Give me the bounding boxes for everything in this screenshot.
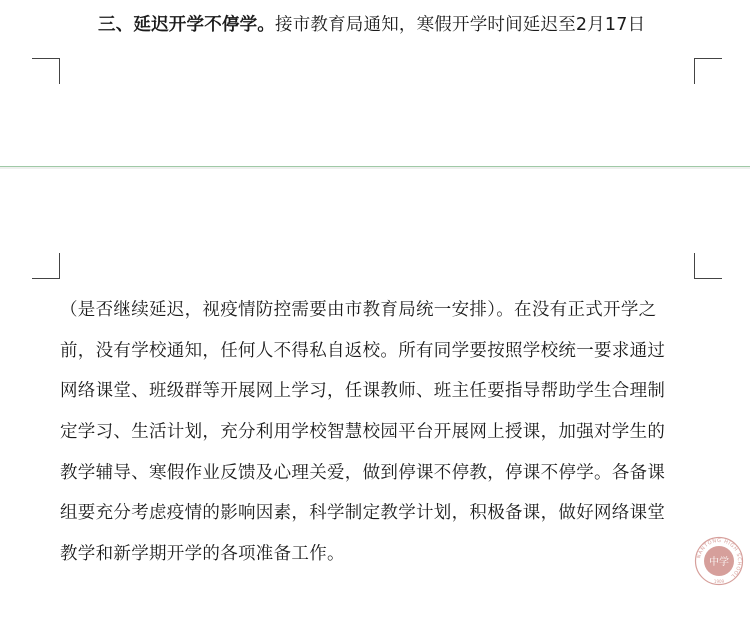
body-line-2: 前，没有学校通知，任何人不得私自返校。所有同学要按照学校统一要求通过 xyxy=(60,340,666,361)
crop-mark-top-right xyxy=(694,58,722,84)
crop-mark-bottom-left xyxy=(32,253,60,279)
body-line-3: 网络课堂、班级群等开展网上学习，任课教师、班主任要指导帮助学生合理制 xyxy=(60,381,666,402)
body-line-4: 定学习、生活计划，充分利用学校智慧校园平台开展网上授课，加强对学生的 xyxy=(60,422,666,443)
section-heading xyxy=(98,12,718,38)
svg-text:中学: 中学 xyxy=(709,557,729,568)
body-line-7: 教学和新学期开学的各项准备工作。 xyxy=(60,544,345,565)
body-paragraph xyxy=(60,290,700,575)
svg-text:1909: 1909 xyxy=(713,579,725,584)
body-line-5: 教学辅导、寒假作业反馈及心理关爱，做到停课不停教，停课不停学。各备课 xyxy=(60,462,666,483)
section-heading-text: 接市教育局通知，寒假开学时间延迟至2月17日 xyxy=(275,15,646,35)
body-line-1: （是否继续延迟，视疫情防控需要由市教育局统一安排）。在没有正式开学之 xyxy=(60,300,657,320)
crop-mark-bottom-right xyxy=(694,253,722,279)
school-seal-watermark-icon xyxy=(694,536,744,586)
svg-text:NANTONG HIGH SCHOOL: NANTONG HIGH SCHOOL xyxy=(696,537,743,580)
section-heading-title: 三、延迟开学不停学。 xyxy=(98,15,275,35)
crop-mark-top-left xyxy=(32,58,60,84)
body-line-6: 组要充分考虑疫情的影响因素，科学制定教学计划，积极备课，做好网络课堂 xyxy=(60,503,666,524)
